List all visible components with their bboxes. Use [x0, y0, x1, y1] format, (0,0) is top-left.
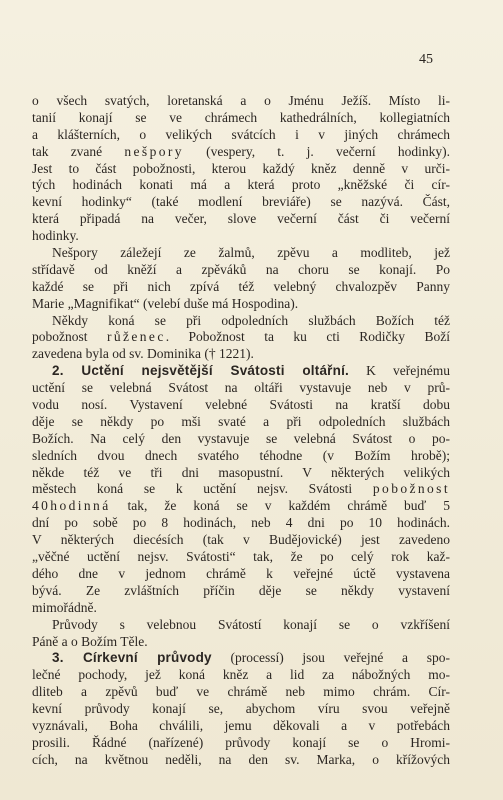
spaced-emphasis: růženec: [106, 329, 166, 345]
line-text: o všech svatých, loretanská a o Jménu Ježíš. Místo li-: [32, 93, 450, 108]
line-text: zavedena byla od sv. Dominika († 1221).: [32, 346, 254, 362]
line-text: Nešpory záležejí ze žalmů, zpěvu a modliteb, jež: [52, 245, 450, 261]
page-body-text: [32, 93, 450, 769]
text-line: [32, 600, 450, 617]
line-text: střídavě od kněží a zpěváků na choru se konají. Po: [32, 261, 450, 277]
text-line: [32, 414, 450, 431]
line-text: V některých diecésích (tak v Budějovické) jest zavedeno: [32, 532, 450, 548]
line-text: Jest to část pobožnosti, kterou každý kněz denně v urči-: [32, 160, 450, 176]
text-line: [32, 313, 450, 330]
line-text: vodu nosí. Vystavení velebné Svátosti na kratší dobu: [32, 397, 450, 413]
text-line: [32, 650, 450, 667]
line-text: prosili. Řádné (nařízené) průvody konají se o Hromi-: [32, 734, 450, 750]
line-text: městech koná se k uctění nejsv. Svátosti: [32, 481, 373, 497]
line-text: cích, na květnou neděli, na den sv. Marka, o křížových: [32, 751, 450, 767]
text-line: [32, 431, 450, 448]
line-text: mimořádně.: [32, 599, 97, 615]
line-text: bývá. Ze zvláštních příčin děje se někdy vystavení: [32, 582, 450, 598]
line-text: uctění se velebná Svátost na oltáři vystavuje neb v prů-: [32, 380, 450, 396]
line-text: dní po sobě po 8 hodinách, neb 4 dni po 10 hodinách.: [32, 515, 450, 531]
line-text: sledních dvou dnech svatého téhodne (v Božím hrobě);: [32, 447, 450, 463]
page-number: 45: [419, 52, 433, 67]
text-line: [32, 211, 450, 228]
text-line: [32, 177, 450, 194]
line-text: každé se při nich zpívá též velebný chvalozpěv Panny: [32, 278, 450, 294]
line-text: Někdy koná se při odpoledních službách Božích též: [52, 312, 450, 328]
text-line: [32, 346, 450, 363]
text-line: [32, 93, 450, 110]
text-line: [32, 549, 450, 566]
text-line: [32, 532, 450, 549]
text-line: [32, 110, 450, 127]
line-text: tak, že koná se v každém chrámě buď 5: [110, 498, 450, 514]
text-line: [32, 465, 450, 482]
text-line: [32, 566, 450, 583]
text-line: [32, 329, 450, 346]
text-line: [32, 701, 450, 718]
text-line: [32, 617, 450, 634]
line-text: (vespery, t. j. večerní hodinky).: [183, 143, 450, 159]
line-text: hodinky.: [32, 228, 79, 244]
line-text: tých hodinách konati má a která proto „kněžské či cír-: [32, 177, 450, 193]
line-text: vyznávali, Boha chválili, jemu děkovali a v potřebách: [32, 717, 450, 733]
line-text: která připadá na večer, slove večerní část či večerní: [32, 211, 450, 227]
text-line: [32, 752, 450, 769]
line-text: děje se někdy po mši svaté a při odpoledních službách: [32, 413, 450, 429]
text-line: [32, 262, 450, 279]
text-line: [32, 498, 450, 515]
spaced-emphasis: nešpory: [124, 143, 184, 159]
text-line: [32, 667, 450, 684]
line-text: lečné pochody, jež koná kněz a lid za nábožných mo-: [32, 667, 450, 683]
spaced-emphasis: pobožnost: [372, 481, 450, 497]
text-line: [32, 634, 450, 651]
line-text: někde též ve tři dni masopustní. V některých velikých: [32, 464, 450, 480]
section-heading: 2. Uctění nejsvětější Svátosti oltářní.: [52, 363, 349, 379]
text-line: [32, 380, 450, 397]
text-line: [32, 718, 450, 735]
text-line: [32, 735, 450, 752]
text-line: [32, 127, 450, 144]
text-line: [32, 481, 450, 498]
line-text: K veřejnému: [348, 363, 450, 379]
line-text: (processí) jsou veřejné a spo-: [211, 650, 451, 666]
text-line: [32, 194, 450, 211]
line-text: . Pobožnost ta ku cti Rodičky Boží: [165, 329, 450, 345]
text-line: [32, 515, 450, 532]
text-line: [32, 279, 450, 296]
line-text: dého dne v jednom chrámě k veřejné úctě vystavena: [32, 565, 450, 581]
line-text: tak zvané: [32, 143, 125, 159]
line-text: „věčné uctění nejsv. Svátosti“ tak, že po celý rok kaž-: [32, 549, 450, 565]
text-line: [32, 144, 450, 161]
text-line: [32, 245, 450, 262]
line-text: Božích. Na celý den vystavuje se velebná Svátost o po-: [32, 430, 450, 446]
line-text: Páně a o Božím Těle.: [32, 633, 148, 649]
text-line: [32, 448, 450, 465]
text-line: [32, 296, 450, 313]
line-text: kevní hodinky“ (také modlení breviáře) se nazývá. Část,: [32, 194, 450, 210]
line-text: tanií konají se ve chrámech kathedrálních, kollegiatních: [32, 109, 450, 125]
text-line: [32, 583, 450, 600]
line-text: a klášterních, o velikých svátcích i v jiných chrámech: [32, 126, 450, 142]
section-heading: 3. Církevní průvody: [52, 650, 212, 666]
line-text: dliteb a zpěvů buď ve chrámě neb mimo chrám. Cír-: [32, 684, 450, 700]
text-line: [32, 228, 450, 245]
text-line: [32, 684, 450, 701]
spaced-emphasis: 40hodinná: [32, 498, 111, 514]
line-text: kevní průvody konají se, abychom víru svou veřejně: [32, 701, 450, 717]
text-line: [32, 161, 450, 178]
line-text: pobožnost: [32, 329, 107, 345]
line-text: Průvody s velebnou Svátostí konají se o vzkříšení: [52, 616, 450, 632]
text-line: [32, 363, 450, 380]
line-text: Marie „Magnifikat“ (velebí duše má Hospodina).: [32, 295, 299, 311]
text-line: [32, 397, 450, 414]
